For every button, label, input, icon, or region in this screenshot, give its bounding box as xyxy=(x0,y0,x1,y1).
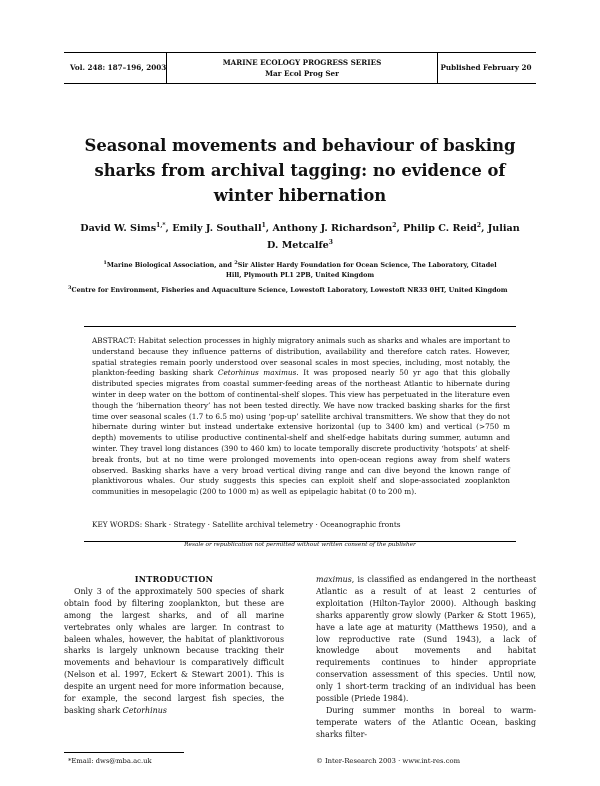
body-column-right xyxy=(316,574,536,741)
body-column-left xyxy=(64,574,284,717)
footnote-rule xyxy=(64,752,184,753)
journal-name-block xyxy=(166,53,438,83)
author: David W. Sims$^{1,*}$, xyxy=(80,222,173,235)
keywords: KEY WORDS: Shark · Strategy · Satellite archival telemetry · Oceanographic fronts xyxy=(92,520,401,529)
journal-header xyxy=(64,52,536,84)
body-paragraph: During summer months in boreal to warm-temperate waters of the Atlantic Ocean, basking sharks filter- xyxy=(316,705,536,739)
publication-date: Published February 20 xyxy=(440,63,532,72)
section-heading: INTRODUCTION xyxy=(134,574,214,584)
author-list xyxy=(78,219,522,253)
affiliation: $^3$Centre for Environment, Fisheries and Aquaculture Science, Lowestoft Laboratory, Lowestoft NR33 0HT, United Kingdom xyxy=(68,285,508,295)
corresponding-email: *Email: dws@mba.ac.uk xyxy=(68,757,152,765)
author: Julian D. Metcalfe$^3$ xyxy=(267,223,520,252)
body-paragraph: Only 3 of the approximately 500 species of shark obtain food by filtering zooplankton, but these are among the largest sharks, and of all marine vertebrates only whales are larger. In contrast to baleen whales, however, the habitat of planktivorous sharks is largely unknown because tracking their movements and behaviour is comparatively difficult (Nelson et al. 1997, Eckert & Stewart 2001). This is despite an urgent need for more information because, for example, the second largest fish species, the basking shark Cetorhinus xyxy=(64,586,284,715)
affiliations xyxy=(60,258,540,298)
keywords-label: KEY WORDS: xyxy=(92,520,143,529)
volume-info: Vol. 248: 187–196, 2003 xyxy=(70,63,167,72)
author: Anthony J. Richardson$^2$, xyxy=(272,222,404,235)
journal-name: MARINE ECOLOGY PROGRESS SERIES xyxy=(222,58,382,67)
copyright: © Inter-Research 2003 · www.int-res.com xyxy=(316,757,461,765)
abstract-label: ABSTRACT: xyxy=(92,336,136,345)
affiliation: $^1$Marine Biological Association, and $^2$Sir Alister Hardy Foundation for Ocean Science, The Laboratory, Citadel Hill, Plymouth PL1 2PB, United Kingdom xyxy=(103,260,497,280)
abstract: ABSTRACT: Habitat selection processes in highly migratory animals such as sharks and whales are important to understand because they influence patterns of distribution, availability and therefore catch rates. However, spatial strategies remain poorly understood over seasonal scales in most species, including, most notably, the plankton-feeding basking shark Cetorhinus maximus. It was proposed nearly 50 yr ago that this globally distributed species migrates from coastal summer-feeding areas of the northeast Atlantic to hibernate during winter in deep water on the bottom of continental-shelf slopes. This view has perpetuated in the literature even though the ‘hibernation theory’ has not been tested directly. We have now tracked basking sharks for the first time over seasonal scales (1.7 to 6.5 mo) using ‘pop-up’ satellite archival transmitters. We show that they do not hibernate during winter but instead undertake extensive horizontal (up to 3400 km) and vertical (>750 m depth) movements to utilise productive continental-shelf and shelf-edge habitats during summer, autumn and winter. They travel long distances (390 to 460 km) to locate temporally discrete productivity ‘hotspots’ at shelf-break fronts, but at no time were prolonged movements into open-ocean regions away from shelf waters observed. Basking sharks have a very broad vertical diving range and can dive beyond the known range of planktivorous whales. Our study suggests this species can exploit shelf and slope-associated zooplankton communities in mesopelagic (200 to 1000 m) as well as epipelagic habitat (0 to 200 m). xyxy=(92,336,510,497)
paper-title: Seasonal movements and behaviour of basking sharks from archival tagging: no evidence of winter hibernation xyxy=(84,136,516,205)
reprint-notice: Resale or republication not permitted without written consent of the publisher xyxy=(184,542,416,548)
author: Philip C. Reid$^2$, xyxy=(403,222,488,235)
journal-abbrev: Mar Ecol Prog Ser xyxy=(265,69,339,78)
species-name: Cetorhinus maximus xyxy=(217,368,297,378)
body-paragraph: maximus, is classified as endangered in the northeast Atlantic as a result of at least 2 centuries of exploitation (Hilton-Taylor 2000). Although basking sharks apparently grow slowly (Parker & Stott 1965), have a late age at maturity (Matthews 1950), and a low reproductive rate (Sund 1943), a lack of knowledge about movements and habitat requirements continues to hinder appropriate conservation assessment of this species. Until now, only 1 short-term tracking of an individual has been possible (Priede 1984). xyxy=(316,575,536,704)
author: Emily J. Southall$^1$, xyxy=(172,222,273,235)
